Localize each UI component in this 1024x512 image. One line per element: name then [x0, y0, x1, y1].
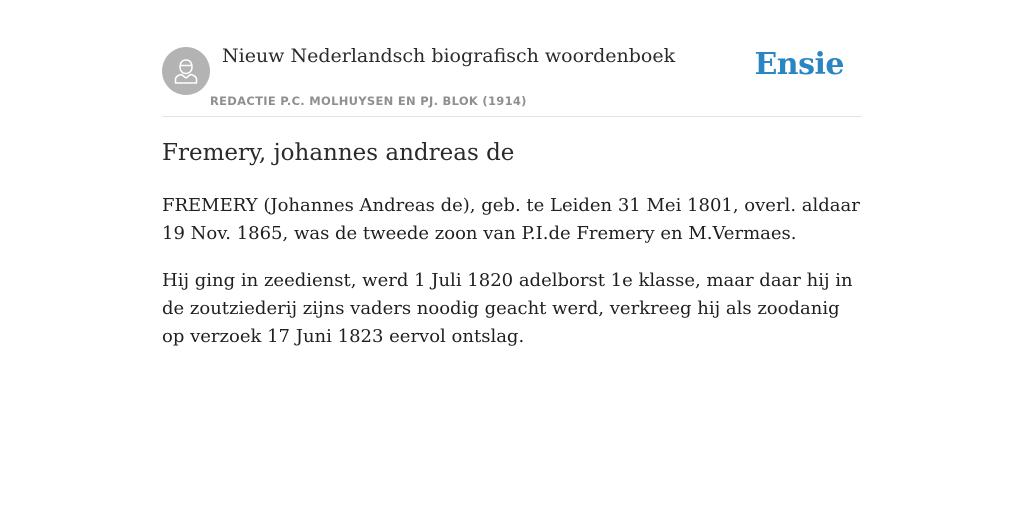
entry-paragraph: Hij ging in zeedienst, werd 1 Juli 1820 adelborst 1e klasse, maar daar hij in de zoutziederij zijns vaders noodig geacht werd, verkreeg hij als zoodanig op verzoek 17 Juni 1823 eervol ontslag.: [162, 270, 853, 347]
avatar: [162, 47, 210, 95]
entry-paragraph: FREMERY (Johannes Andreas de), geb. te Leiden 31 Mei 1801, overl. aldaar 19 Nov. 1865, was de tweede zoon van P.I.de Fremery en M.Vermaes.: [162, 195, 860, 244]
source-editors: REDACTIE P.C. MOLHUYSEN EN PJ. BLOK (1914): [210, 94, 527, 108]
source-title[interactable]: Nieuw Nederlandsch biografisch woordenboek: [222, 45, 676, 67]
user-icon: [171, 56, 201, 86]
page-container: [162, 0, 862, 347]
entry-title: Fremery, johannes andreas de: [162, 140, 515, 166]
ensie-logo[interactable]: Ensie: [754, 47, 844, 82]
source-header: [162, 0, 862, 117]
